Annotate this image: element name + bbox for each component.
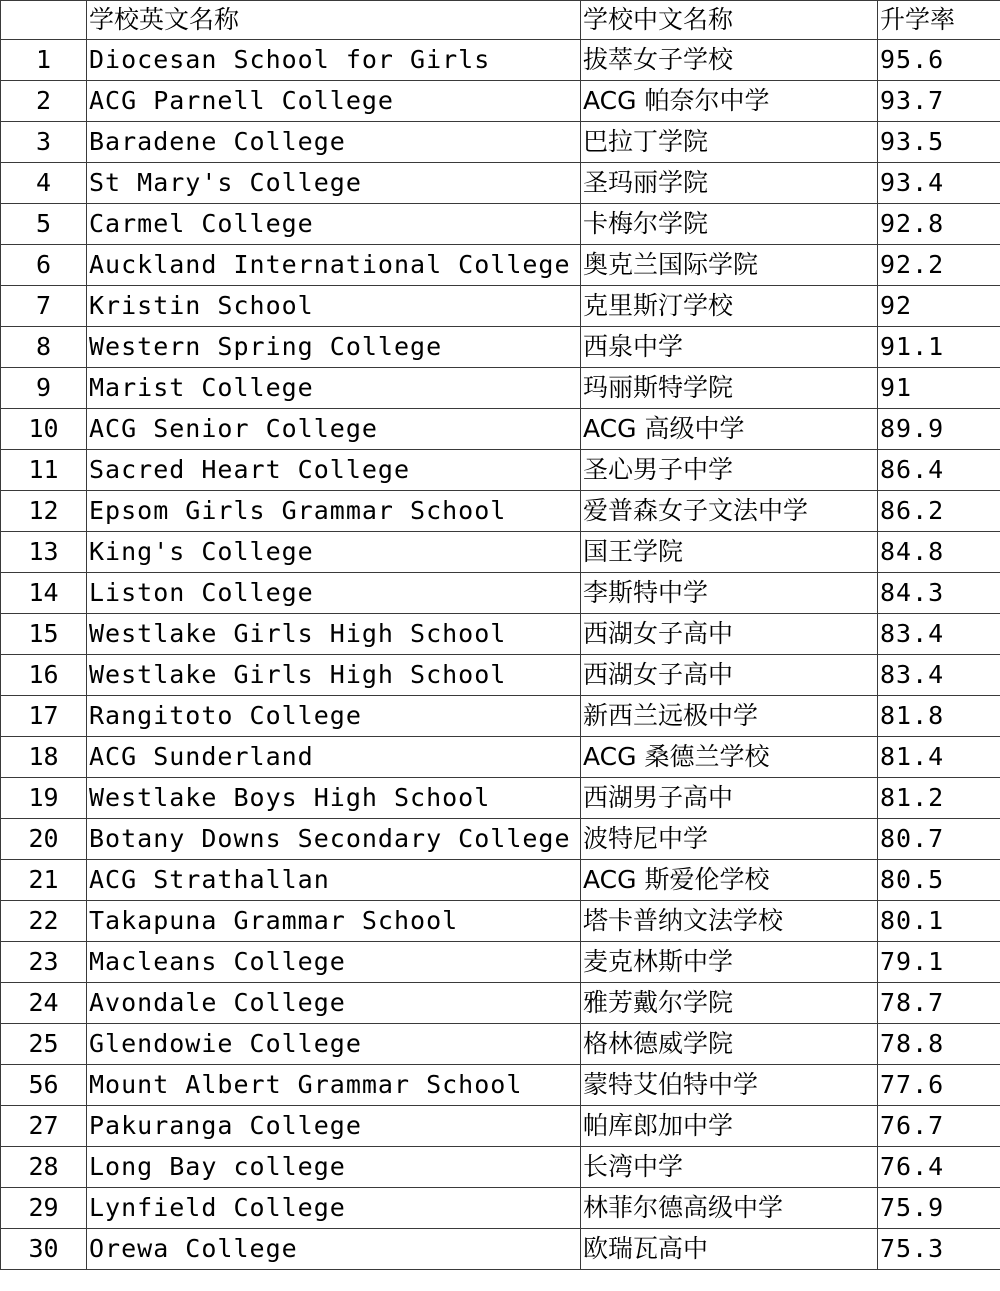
rate-cell[interactable]: 81.2 <box>878 778 1000 819</box>
rank-cell[interactable]: 20 <box>1 819 87 860</box>
english-name-cell[interactable]: Marist College <box>87 368 581 409</box>
chinese-name-cell[interactable]: ACG 斯爱伦学校 <box>581 860 878 901</box>
table-row <box>1 368 1000 409</box>
english-name-cell[interactable]: Auckland International College <box>87 245 581 286</box>
english-name-cell[interactable]: Pakuranga College <box>87 1106 581 1147</box>
rate-cell[interactable]: 92.2 <box>878 245 1000 286</box>
rate-cell[interactable]: 77.6 <box>878 1065 1000 1106</box>
table-body <box>1 1 1000 1270</box>
table-row <box>1 1229 1000 1270</box>
chinese-name-cell[interactable]: 长湾中学 <box>581 1147 878 1188</box>
table-row <box>1 1106 1000 1147</box>
rank-cell[interactable]: 16 <box>1 655 87 696</box>
rate-cell[interactable]: 81.4 <box>878 737 1000 778</box>
chinese-name-cell[interactable]: 巴拉丁学院 <box>581 122 878 163</box>
chinese-name-cell[interactable]: 西湖女子高中 <box>581 655 878 696</box>
english-name-cell[interactable]: Rangitoto College <box>87 696 581 737</box>
english-name-cell[interactable]: Orewa College <box>87 1229 581 1270</box>
table-row <box>1 491 1000 532</box>
rate-cell[interactable]: 84.8 <box>878 532 1000 573</box>
chinese-name-cell[interactable]: 塔卡普纳文法学校 <box>581 901 878 942</box>
chinese-name-cell[interactable]: 克里斯汀学校 <box>581 286 878 327</box>
rate-cell[interactable]: 80.7 <box>878 819 1000 860</box>
chinese-name-cell[interactable]: 卡梅尔学院 <box>581 204 878 245</box>
english-name-cell[interactable]: ACG Sunderland <box>87 737 581 778</box>
table-row <box>1 81 1000 122</box>
rank-cell[interactable]: 1 <box>1 40 87 81</box>
table-row <box>1 614 1000 655</box>
header-chinese-name-cell[interactable]: 学校中文名称 <box>581 1 878 40</box>
english-name-cell[interactable]: Diocesan School for Girls <box>87 40 581 81</box>
table-row <box>1 245 1000 286</box>
rate-cell[interactable]: 86.2 <box>878 491 1000 532</box>
rank-cell[interactable]: 17 <box>1 696 87 737</box>
english-name-cell[interactable]: Liston College <box>87 573 581 614</box>
english-name-cell[interactable]: Baradene College <box>87 122 581 163</box>
header-english-name-cell[interactable]: 学校英文名称 <box>87 1 581 40</box>
rate-cell[interactable]: 75.3 <box>878 1229 1000 1270</box>
rank-cell[interactable]: 24 <box>1 983 87 1024</box>
rank-cell[interactable]: 29 <box>1 1188 87 1229</box>
table-row <box>1 532 1000 573</box>
english-name-cell[interactable]: Westlake Girls High School <box>87 655 581 696</box>
table-row <box>1 327 1000 368</box>
chinese-name-cell[interactable]: 奥克兰国际学院 <box>581 245 878 286</box>
english-name-cell[interactable]: Macleans College <box>87 942 581 983</box>
table-row <box>1 737 1000 778</box>
rate-cell[interactable]: 93.4 <box>878 163 1000 204</box>
rate-cell[interactable]: 93.5 <box>878 122 1000 163</box>
table-row <box>1 573 1000 614</box>
rate-cell[interactable]: 92 <box>878 286 1000 327</box>
english-name-cell[interactable]: Kristin School <box>87 286 581 327</box>
rate-cell[interactable]: 79.1 <box>878 942 1000 983</box>
english-name-cell[interactable]: Takapuna Grammar School <box>87 901 581 942</box>
table-row <box>1 983 1000 1024</box>
rank-cell[interactable]: 15 <box>1 614 87 655</box>
rate-cell[interactable]: 78.7 <box>878 983 1000 1024</box>
chinese-name-cell[interactable]: 帕库郎加中学 <box>581 1106 878 1147</box>
header-rank-cell[interactable] <box>1 1 87 40</box>
rank-cell[interactable]: 30 <box>1 1229 87 1270</box>
english-name-cell[interactable]: Long Bay college <box>87 1147 581 1188</box>
rate-cell[interactable]: 95.6 <box>878 40 1000 81</box>
table-row <box>1 942 1000 983</box>
rank-cell[interactable]: 11 <box>1 450 87 491</box>
chinese-name-cell[interactable]: 林菲尔德高级中学 <box>581 1188 878 1229</box>
rank-cell[interactable]: 8 <box>1 327 87 368</box>
rank-cell[interactable]: 23 <box>1 942 87 983</box>
english-name-cell[interactable]: Glendowie College <box>87 1024 581 1065</box>
rate-cell[interactable]: 76.7 <box>878 1106 1000 1147</box>
chinese-name-cell[interactable]: 麦克林斯中学 <box>581 942 878 983</box>
english-name-cell[interactable]: Westlake Boys High School <box>87 778 581 819</box>
table-row <box>1 286 1000 327</box>
chinese-name-cell[interactable]: 圣心男子中学 <box>581 450 878 491</box>
english-name-cell[interactable]: King's College <box>87 532 581 573</box>
rate-cell[interactable]: 83.4 <box>878 655 1000 696</box>
table-row <box>1 1188 1000 1229</box>
chinese-name-cell[interactable]: ACG 帕奈尔中学 <box>581 81 878 122</box>
table-row <box>1 1024 1000 1065</box>
chinese-name-cell[interactable]: ACG 桑德兰学校 <box>581 737 878 778</box>
chinese-name-cell[interactable]: 圣玛丽学院 <box>581 163 878 204</box>
rank-cell[interactable]: 4 <box>1 163 87 204</box>
chinese-name-cell[interactable]: 波特尼中学 <box>581 819 878 860</box>
table-row <box>1 860 1000 901</box>
rank-cell[interactable]: 2 <box>1 81 87 122</box>
rank-cell[interactable]: 14 <box>1 573 87 614</box>
rank-cell[interactable]: 10 <box>1 409 87 450</box>
english-name-cell[interactable]: Lynfield College <box>87 1188 581 1229</box>
table-row <box>1 204 1000 245</box>
english-name-cell[interactable]: Epsom Girls Grammar School <box>87 491 581 532</box>
header-rate-cell[interactable]: 升学率 <box>878 1 1000 40</box>
table-row <box>1 778 1000 819</box>
english-name-cell[interactable]: ACG Parnell College <box>87 81 581 122</box>
english-name-cell[interactable]: Mount Albert Grammar School <box>87 1065 581 1106</box>
table-row <box>1 655 1000 696</box>
table-row <box>1 450 1000 491</box>
english-name-cell[interactable]: Sacred Heart College <box>87 450 581 491</box>
chinese-name-cell[interactable]: 欧瑞瓦高中 <box>581 1229 878 1270</box>
chinese-name-cell[interactable]: 蒙特艾伯特中学 <box>581 1065 878 1106</box>
chinese-name-cell[interactable]: 西湖女子高中 <box>581 614 878 655</box>
chinese-name-cell[interactable]: 国王学院 <box>581 532 878 573</box>
rate-cell[interactable]: 91 <box>878 368 1000 409</box>
table-row <box>1 901 1000 942</box>
rate-cell[interactable]: 92.8 <box>878 204 1000 245</box>
rank-cell[interactable]: 56 <box>1 1065 87 1106</box>
rank-cell[interactable]: 25 <box>1 1024 87 1065</box>
rate-cell[interactable]: 76.4 <box>878 1147 1000 1188</box>
rank-cell[interactable]: 28 <box>1 1147 87 1188</box>
chinese-name-cell[interactable]: 玛丽斯特学院 <box>581 368 878 409</box>
table-row <box>1 122 1000 163</box>
rank-cell[interactable]: 19 <box>1 778 87 819</box>
rate-cell[interactable]: 81.8 <box>878 696 1000 737</box>
rate-cell[interactable]: 91.1 <box>878 327 1000 368</box>
chinese-name-cell[interactable]: 爱普森女子文法中学 <box>581 491 878 532</box>
rank-cell[interactable]: 18 <box>1 737 87 778</box>
chinese-name-cell[interactable]: 格林德威学院 <box>581 1024 878 1065</box>
rank-cell[interactable]: 7 <box>1 286 87 327</box>
rate-cell[interactable]: 78.8 <box>878 1024 1000 1065</box>
rate-cell[interactable]: 75.9 <box>878 1188 1000 1229</box>
table-row <box>1 163 1000 204</box>
chinese-name-cell[interactable]: 雅芳戴尔学院 <box>581 983 878 1024</box>
table-row <box>1 696 1000 737</box>
chinese-name-cell[interactable]: 新西兰远极中学 <box>581 696 878 737</box>
english-name-cell[interactable]: Botany Downs Secondary College <box>87 819 581 860</box>
rate-cell[interactable]: 80.5 <box>878 860 1000 901</box>
rate-cell[interactable]: 86.4 <box>878 450 1000 491</box>
table-row <box>1 409 1000 450</box>
english-name-cell[interactable]: ACG Senior College <box>87 409 581 450</box>
table-row <box>1 1147 1000 1188</box>
rank-cell[interactable]: 22 <box>1 901 87 942</box>
chinese-name-cell[interactable]: ACG 高级中学 <box>581 409 878 450</box>
table-row <box>1 40 1000 81</box>
table-row <box>1 1065 1000 1106</box>
rank-cell[interactable]: 3 <box>1 122 87 163</box>
english-name-cell[interactable]: ACG Strathallan <box>87 860 581 901</box>
rank-cell[interactable]: 21 <box>1 860 87 901</box>
chinese-name-cell[interactable]: 西泉中学 <box>581 327 878 368</box>
rate-cell[interactable]: 84.3 <box>878 573 1000 614</box>
rank-cell[interactable]: 12 <box>1 491 87 532</box>
rank-cell[interactable]: 13 <box>1 532 87 573</box>
rank-cell[interactable]: 9 <box>1 368 87 409</box>
rate-cell[interactable]: 80.1 <box>878 901 1000 942</box>
english-name-cell[interactable]: Carmel College <box>87 204 581 245</box>
rank-cell[interactable]: 27 <box>1 1106 87 1147</box>
rate-cell[interactable]: 89.9 <box>878 409 1000 450</box>
english-name-cell[interactable]: St Mary's College <box>87 163 581 204</box>
table-header-row <box>1 1 1000 40</box>
rank-cell[interactable]: 6 <box>1 245 87 286</box>
rank-cell[interactable]: 5 <box>1 204 87 245</box>
chinese-name-cell[interactable]: 拔萃女子学校 <box>581 40 878 81</box>
rate-cell[interactable]: 93.7 <box>878 81 1000 122</box>
english-name-cell[interactable]: Avondale College <box>87 983 581 1024</box>
english-name-cell[interactable]: Westlake Girls High School <box>87 614 581 655</box>
english-name-cell[interactable]: Western Spring College <box>87 327 581 368</box>
table-row <box>1 819 1000 860</box>
chinese-name-cell[interactable]: 李斯特中学 <box>581 573 878 614</box>
chinese-name-cell[interactable]: 西湖男子高中 <box>581 778 878 819</box>
rate-cell[interactable]: 83.4 <box>878 614 1000 655</box>
